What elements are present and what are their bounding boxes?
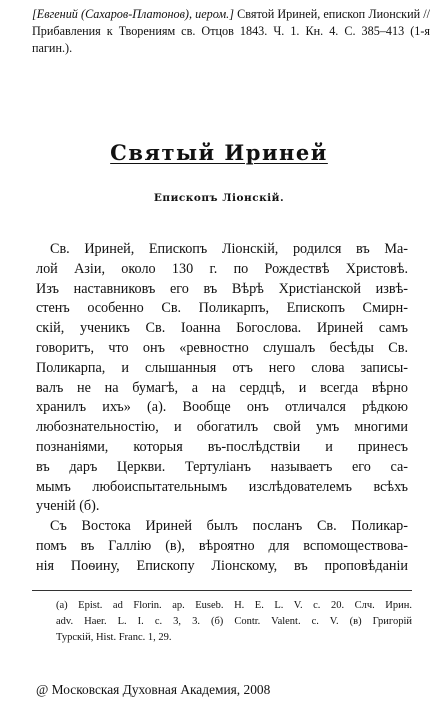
article-subtitle: Епископъ Лiонскiй.: [153, 192, 285, 204]
body-line: валъ не на бумагѣ, а на сердцѣ, и всегда вѣрно: [36, 379, 408, 396]
body-line: любознательностiю, и обогатилъ свой умъ многими: [36, 419, 408, 436]
body-line: мымъ любоиспытательнымъ изслѣдователемъ всѣхъ: [36, 478, 408, 495]
footnote-line: (а) Epist. ad Florin. ap. Euseb. H. E. L. V. c. 20. Слч. Ирин.: [56, 600, 412, 611]
bibliography-source: Лионский // Прибавления к Творениям св. Отцов 1843. Ч. 1. Кн.: [32, 7, 431, 38]
footnotes: [56, 598, 412, 646]
body-line: помъ въ Галлiю (в), вѣроятно для вспомоществова-: [36, 537, 408, 554]
body-line: ученiй (б).: [36, 498, 100, 515]
body-line: скiй, ученикъ Св. Iоанна Богослова. Ириней самъ: [36, 320, 408, 337]
bibliographic-reference: [32, 6, 430, 57]
body-line: стенъ особенно Св. Поликарпъ, Епископъ Смирн-: [36, 300, 408, 317]
bibliography-pages: 4. С. 385–413 (1-я пагин.).: [32, 24, 431, 55]
body-line: хранилъ ихъ» (а). Вообще онъ отличался рѣдкою: [36, 399, 408, 416]
body-line: познанiями, которыя въ-послѣдствiи и принесъ: [36, 438, 408, 455]
article-title: Святый Ириней: [110, 140, 328, 165]
body-line: говоритъ, что онъ «ревностно слушалъ бесѣды Св.: [36, 339, 408, 356]
bibliography-title: Святой Ириней, епископ: [237, 7, 366, 21]
body-line: Св. Ириней, Епископъ Лiонскiй, родился въ Ма-: [50, 241, 408, 257]
article-body: [36, 240, 408, 577]
footnote-divider: [32, 590, 412, 591]
bibliography-author: [Евгений (Сахаров-Платонов), иером.]: [32, 7, 234, 21]
body-line: Съ Востока Ириней былъ посланъ Св. Поликар-: [50, 518, 408, 535]
footnote-line: Турскiй, Hist. Franc. 1, 29.: [56, 632, 172, 643]
body-line: лой Азiи, около 130 г. по Рождествѣ Христовѣ.: [36, 260, 408, 277]
body-line: Изъ наставниковъ его въ Вѣрѣ Христiанской извѣ-: [36, 280, 408, 297]
body-line: Поликарпа, и слышанныя отъ него слова записы-: [36, 359, 408, 376]
footnote-line: adv. Haer. L. I. c. 3, 3. (б) Contr. Valent. c. V. (в) Григорiй: [56, 616, 412, 627]
copyright-notice: @ Московская Духовная Академия, 2008: [36, 682, 271, 697]
body-line: нiя Поѳину, Епископу Лiонскому, въ проповѣданiи: [36, 557, 408, 574]
body-line: въ даръ Церкви. Тертулiанъ называетъ его са-: [36, 458, 408, 475]
